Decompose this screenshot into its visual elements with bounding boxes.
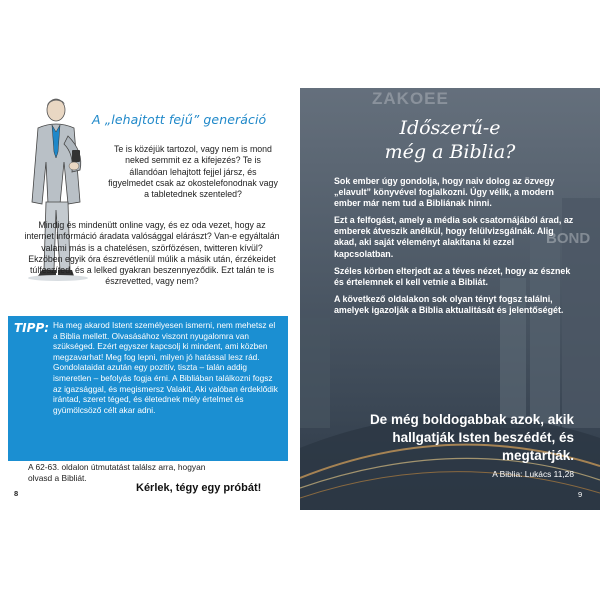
- right-paragraph: Sok ember úgy gondolja, hogy naiv dolog az özvegy „elavult” könyvével foglalkozni. Úgy vélik, a modern ember már nem tud a Bibliának hinni.: [334, 176, 555, 209]
- tip-label: TIPP:: [14, 321, 50, 335]
- watermark-mid: BOND: [546, 230, 591, 247]
- page-number-left: 8: [14, 489, 19, 498]
- left-page: [0, 88, 300, 510]
- intro-text: Te is közéjük tartozol, vagy nem is mond neked semmit ez a kifejezés? Te is állandóan lehajtott fejjel jársz, és figyelmedet csak az okostelefonodnak vagy a tabletednek szenteled?: [108, 144, 278, 200]
- right-heading-line2: még a Biblia?: [384, 141, 516, 163]
- reference-note: A 62-63. oldalon útmutatást találsz arra, hogyan olvasd a Bibliát.: [28, 462, 206, 483]
- right-heading: [300, 116, 600, 164]
- tip-text: Ha meg akarod Istent személyesen ismerni, nem mehetsz el a Biblia mellett. Olvasásához viszont nyugalomra van szükséged. Ezért egyszer kapcsolj ki mindent, ami közben megzavarhat! Meg fog lepni, milyen jó hatással lesz rád. Gondolataidat azután egy pozitív, tiszta – talán addig ismeretlen – befolyás fogja érni. A Bibliában találkozni fogsz az igazsággal, és megismersz Valakit, Aki valóban érdeklődik irántad, szeret téged, és életednek mély értelmet és gyümölcsöző célt akar adni.: [53, 320, 278, 415]
- page-number-right: 9: [578, 490, 583, 499]
- right-paragraph: Ezt a felfogást, amely a média sok csatornájából árad, az emberek átveszik anélkül, hogy felülvizsgálnák. Alig akad, aki saját véleményt alakítana ki ezzel kapcsolatban.: [334, 215, 574, 259]
- tip-box: [8, 316, 288, 461]
- quote-source: A Biblia: Lukács 11,28: [492, 469, 574, 479]
- left-heading: A „lehajtott fejű” generáció: [92, 112, 267, 127]
- right-heading-line1: Időszerű-e: [399, 117, 501, 139]
- call-to-action: Kérlek, tégy egy próbát!: [136, 482, 262, 494]
- watermark-top: ZAKOEE: [372, 89, 449, 108]
- body-paragraph: Mindig és mindenütt online vagy, és ez oda vezet, hogy az internet információ áradata valósággal elárászt? Van-e egyáltalán valami más is a chatelésen, szörfözésen, twitteren kívül? Ekzöben egyik óra észrevétlenül múlik a másik után, érzékeidet túlfeszíted, és a lelked gyakran beszennyeződik. Ezt talán te is észrevetted, vagy nem?: [24, 220, 280, 287]
- bible-quote: De még boldogabbak azok, akik hallgatják Isten beszédét, és megtartják.: [369, 412, 574, 463]
- book-spread: [0, 88, 600, 510]
- right-paragraph: A következő oldalakon sok olyan tényt fogsz találni, amelyek igazolják a Biblia aktualitását és jelentőségét.: [334, 293, 564, 315]
- right-paragraph: Széles körben elterjedt az a téves nézet, hogy az észnek és értelemnek el kell vetnie a Bibliát.: [334, 265, 571, 287]
- right-page: [300, 88, 600, 510]
- right-body: [334, 176, 574, 322]
